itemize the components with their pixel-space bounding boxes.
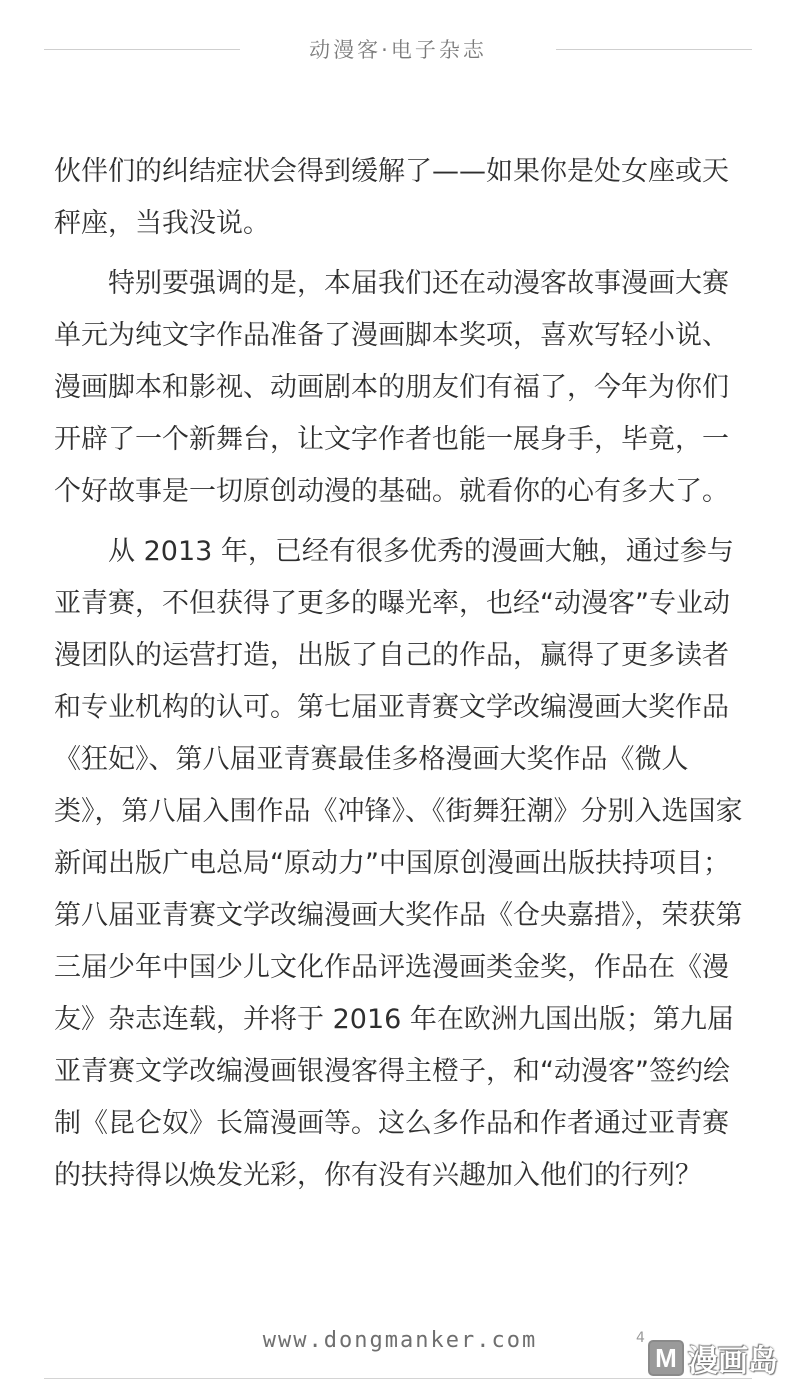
header-divider-right: [556, 49, 752, 50]
paragraph-3: 从 2013 年，已经有很多优秀的漫画大触，通过参与亚青赛，不但获得了更多的曝光率，也经“动漫客”专业动漫团队的运营打造，出版了自己的作品，赢得了更多读者和专业机构的认可。第七届亚青赛文学改编漫画大奖作品《狂妃》、第八届亚青赛最佳多格漫画大奖作品《微人类》，第八届入围作品《冲锋》、《街舞狂潮》分别入选国家新闻出版广电总局“原动力”中国原创漫画出版扶持项目；第八届亚青赛文学改编漫画大奖作品《仓央嘉措》，荣获第三届少年中国少儿文化作品评选漫画类金奖，作品在《漫友》杂志连载，并将于 2016 年在欧洲九国出版；第九届亚青赛文学改编漫画银漫客得主橙子，和“动漫客”签约绘制《昆仑奴》长篇漫画等。这么多作品和作者通过亚青赛的扶持得以焕发光彩，你有没有兴趣加入他们的行列？: [54, 536, 743, 1191]
paragraph-2: 特别要强调的是，本届我们还在动漫客故事漫画大赛单元为纯文字作品准备了漫画脚本奖项，喜欢写轻小说、漫画脚本和影视、动画剧本的朋友们有福了，今年为你们开辟了一个新舞台，让文字作者也能一展身手，毕竟，一个好故事是一切原创动漫的基础。就看你的心有多大了。: [54, 268, 729, 507]
manhuadao-logo-icon: M: [648, 1340, 684, 1376]
article-body: [54, 146, 750, 1210]
website-url: www.dongmanker.com: [262, 1328, 538, 1353]
watermark: [648, 1336, 778, 1380]
watermark-text: 漫画岛: [688, 1344, 778, 1379]
magazine-title: 动漫客·电子杂志: [309, 38, 487, 62]
header-divider-left: [44, 49, 240, 50]
magazine-header: [0, 28, 800, 72]
footer-divider: [44, 1378, 752, 1379]
paragraph-1: 伙伴们的纠结症状会得到缓解了——如果你是处女座或天秤座，当我没说。: [54, 156, 729, 239]
page-number: 4: [636, 1330, 645, 1346]
